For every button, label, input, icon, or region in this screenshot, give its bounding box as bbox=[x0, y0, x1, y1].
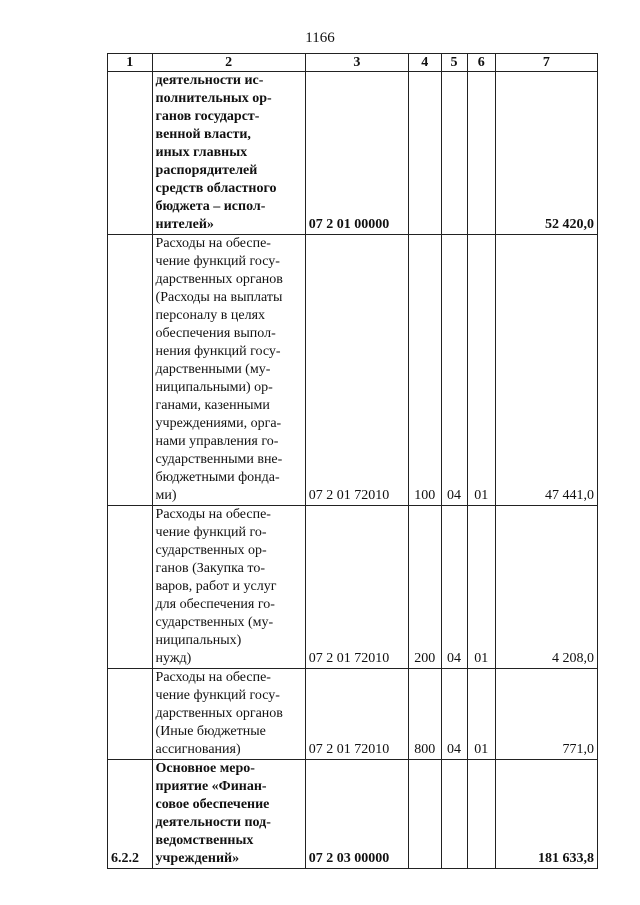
table-row bbox=[108, 669, 598, 760]
table-header bbox=[108, 54, 598, 72]
header-col-6: 6 bbox=[467, 54, 495, 72]
section-cell: 04 bbox=[441, 506, 467, 669]
expense-type-cell bbox=[408, 760, 441, 869]
expense-type-cell: 800 bbox=[408, 669, 441, 760]
description-cell: Расходы на обеспе- чение функций госу- дарственных органов (Иные бюджетные ассигнования) bbox=[152, 669, 305, 760]
expense-type-cell: 100 bbox=[408, 235, 441, 506]
budget-table bbox=[107, 53, 598, 869]
table-row bbox=[108, 235, 598, 506]
description-cell: Расходы на обеспе- чение функций го- сударственных ор- ганов (Закупка то- варов, работ и услуг для обеспечения го- сударственных (му- ниципальных) нужд) bbox=[152, 506, 305, 669]
table-row bbox=[108, 760, 598, 869]
expense-type-cell: 200 bbox=[408, 506, 441, 669]
code-cell: 07 2 01 72010 bbox=[305, 669, 408, 760]
code-cell: 07 2 01 72010 bbox=[305, 235, 408, 506]
header-col-2: 2 bbox=[152, 54, 305, 72]
code-cell: 07 2 01 00000 bbox=[305, 72, 408, 235]
section-cell bbox=[441, 760, 467, 869]
section-cell: 04 bbox=[441, 235, 467, 506]
header-col-3: 3 bbox=[305, 54, 408, 72]
amount-cell: 181 633,8 bbox=[495, 760, 597, 869]
subsection-cell bbox=[467, 760, 495, 869]
description-cell: деятельности ис- полнительных ор- ганов государст- венной власти, иных главных распорядителей средств областного бюджета – испол- нителей» bbox=[152, 72, 305, 235]
amount-cell: 52 420,0 bbox=[495, 72, 597, 235]
header-col-1: 1 bbox=[108, 54, 153, 72]
description-cell: Расходы на обеспе- чение функций госу- дарственных органов (Расходы на выплаты персоналу в целях обеспечения выпол- нения функций госу- дарственными (му- ниципальными) ор- ганами, казенными учреждениями, орга- нами управления го- сударственными вне- бюджетными фонда- ми) bbox=[152, 235, 305, 506]
section-cell: 04 bbox=[441, 669, 467, 760]
description-cell: Основное меро- приятие «Финан- совое обеспечение деятельности под- ведомственных учреждений» bbox=[152, 760, 305, 869]
subsection-cell bbox=[467, 72, 495, 235]
subsection-cell: 01 bbox=[467, 235, 495, 506]
table-body bbox=[108, 72, 598, 869]
row-number-cell bbox=[108, 235, 153, 506]
code-cell: 07 2 03 00000 bbox=[305, 760, 408, 869]
header-col-5: 5 bbox=[441, 54, 467, 72]
section-cell bbox=[441, 72, 467, 235]
row-number-cell: 6.2.2 bbox=[108, 760, 153, 869]
table-row bbox=[108, 506, 598, 669]
subsection-cell: 01 bbox=[467, 506, 495, 669]
row-number-cell bbox=[108, 506, 153, 669]
table-row bbox=[108, 72, 598, 235]
amount-cell: 4 208,0 bbox=[495, 506, 597, 669]
page-number: 1166 bbox=[305, 30, 335, 46]
code-cell: 07 2 01 72010 bbox=[305, 506, 408, 669]
subsection-cell: 01 bbox=[467, 669, 495, 760]
header-row bbox=[108, 54, 598, 72]
header-col-4: 4 bbox=[408, 54, 441, 72]
amount-cell: 47 441,0 bbox=[495, 235, 597, 506]
expense-type-cell bbox=[408, 72, 441, 235]
row-number-cell bbox=[108, 72, 153, 235]
row-number-cell bbox=[108, 669, 153, 760]
header-col-7: 7 bbox=[495, 54, 597, 72]
amount-cell: 771,0 bbox=[495, 669, 597, 760]
